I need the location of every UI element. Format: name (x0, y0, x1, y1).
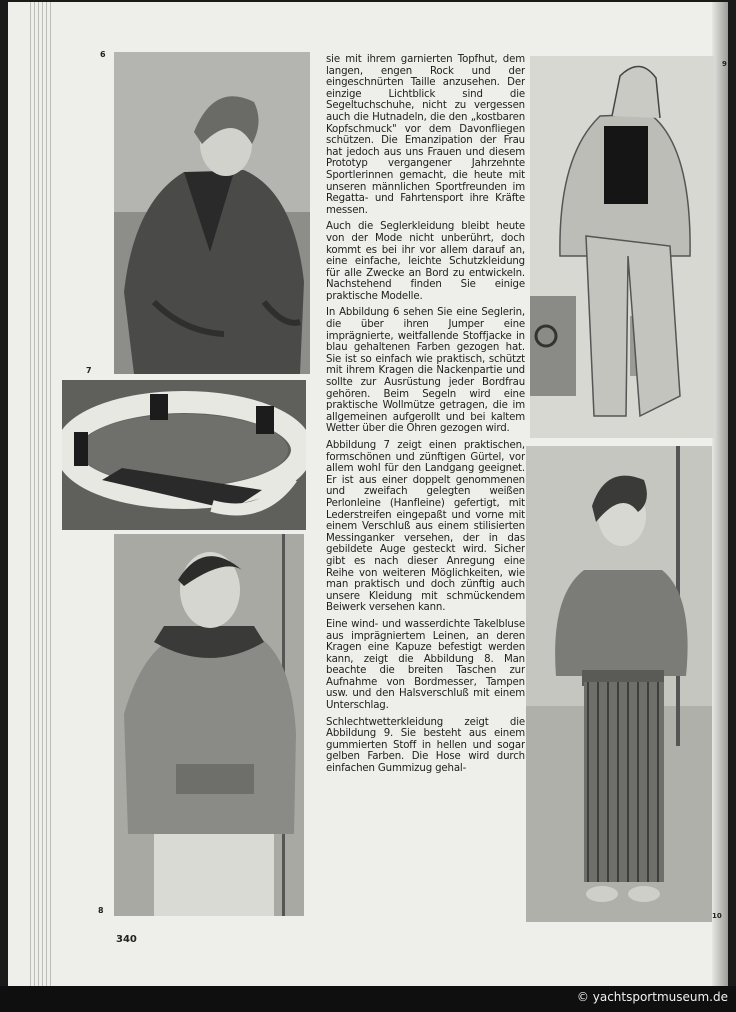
photo-sailing-jacket (114, 52, 310, 374)
page-edges (30, 2, 52, 986)
article-text (326, 54, 525, 924)
paragraph: sie mit ihrem garnierten Topfhut, dem langen, engen Rock und der eingeschnürten Taille anzusehen. Der einzige Lichtblick sind die Segeltuchschuhe, nicht zu vergessen auch die Hutnadeln, die den „kostbaren Kopfschmuck" vor dem Davonfliegen schützen. Die Emanzipation der Frau hat jedoch aus uns Frauen und diesem Prototyp vergangener Jahrzehnte Sportlerinnen gemacht, die heute mit unseren männlichen Sportfreunden im Regatta- und Fahrtensport ihre Kräfte messen. (326, 54, 525, 216)
paragraph: In Abbildung 6 sehen Sie eine Seglerin, die über ihren Jumper eine imprägnierte, weitfallende Stoffjacke in blau gehaltenen Farben gezogen hat. Sie ist so einfach wie praktisch, schützt mit ihrem Kragen die Nackenpartie und sollte zur Ausrüstung jeder Bordfrau gehören. Beim Segeln wird eine praktische Wollmütze getragen, die im allgemeinen aufgerollt und bei kaltem Wetter über die Ohren gezogen wird. (326, 307, 525, 435)
paragraph: Abbildung 7 zeigt einen praktischen, formschönen und zünftigen Gürtel, vor allem wohl für den Landgang geeignet. Er ist aus einer doppelt genommenen und zweifach gelegten weißen Perlonleine (Hanfleine) gefertigt, mit Lederstreifen eingepaßt und vorne mit einem Verschluß aus einem stilisierten Messinganker versehen, der in das gebildete Auge gesteckt wird. Sicher gibt es nach dieser Anregung eine Reihe von weiteren Möglichkeiten, wie man praktisch und doch zünftig auch unsere Kleidung mit schmückendem Beiwerk versehen kann. (326, 440, 525, 614)
figure-number-7: 7 (86, 366, 92, 375)
photo-rope-belt (62, 380, 306, 530)
photo-sweater-trousers (526, 446, 712, 922)
paragraph: Eine wind- und wasserdichte Takelbluse aus imprägniertem Leinen, an deren Kragen eine Kapuze befestigt werden kann, zeigt die Abbildung 8. Man beachte die breiten Taschen zur Aufnahme von Bordmesser, Tampen usw. und den Halsverschluß mit einem Unterschlag. (326, 618, 525, 712)
page-number: 340 (116, 934, 137, 945)
watermark: © yachtsportmuseum.de (576, 990, 728, 1004)
paragraph: Auch die Seglerkleidung bleibt heute von der Mode nicht unberührt, doch kommt es bei ihr vor allem darauf an, eine einfache, leichte Schutzkleidung für alle Zwecke an Bord zu entwickeln. Nachstehend finden Sie einige praktische Modelle. (326, 221, 525, 302)
figure-number-10: 10 (712, 912, 722, 920)
illustration-foul-weather-gear (530, 56, 714, 438)
figure-number-9: 9 (722, 60, 727, 68)
figure-number-8: 8 (98, 906, 104, 915)
page-curl (712, 2, 728, 986)
photo-smock-jacket (114, 534, 304, 916)
figure-number-6: 6 (100, 50, 106, 59)
paragraph: Schlechtwetterkleidung zeigt die Abbildung 9. Sie besteht aus einem gummierten Stoff in hellen und sogar gelben Farben. Die Hose wird durch einfachen Gummizug gehal- (326, 716, 525, 775)
